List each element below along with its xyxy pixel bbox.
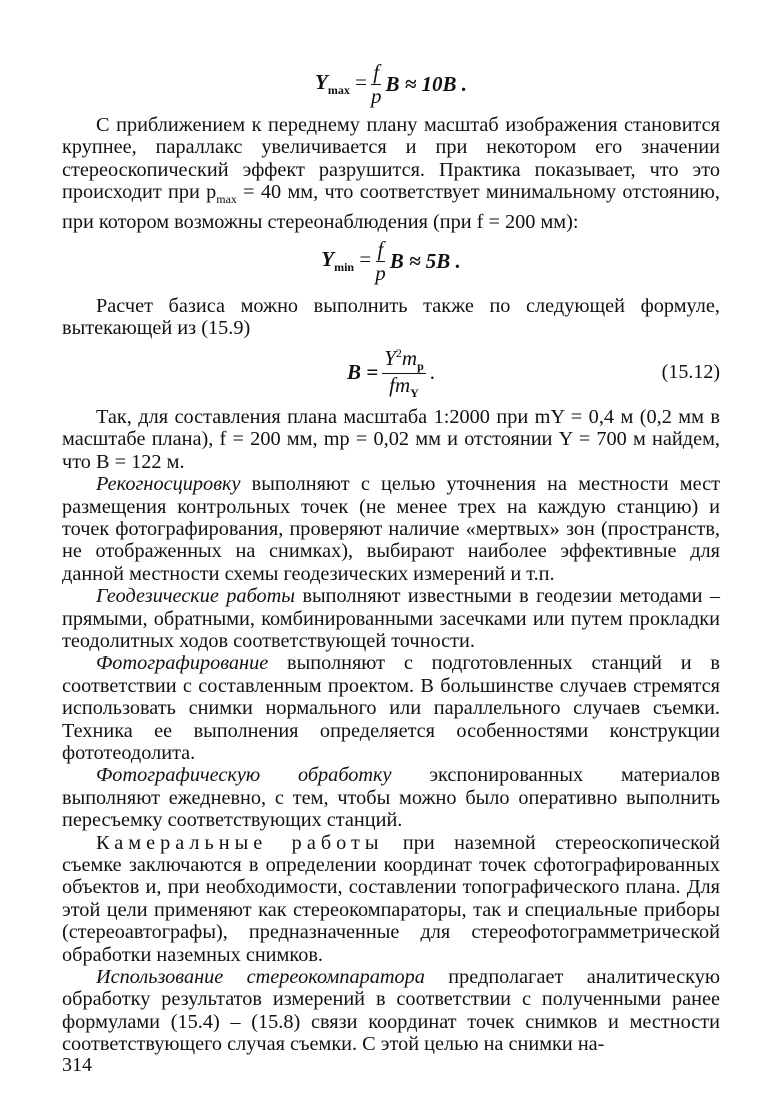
formula-ymin-num: f — [377, 236, 384, 261]
p7-lead: Фотографическую обработку — [96, 764, 392, 787]
p6-text: выполняют с подготовленных станций и в соответствии с составленным проектом. В большинстве случаев стремятся использовать снимки нормального или параллельного случаев съемки. Техника ее выполнения определяется особенностями конструкции фототеодолита. — [62, 652, 720, 764]
paragraph-8 — [62, 832, 720, 966]
p1-text: С приближением к переднему плану масштаб изображения становится крупнее, параллакс увеличивается и при некотором его значении стереоскопический эффект разрушится. Практика показывает, что это происходит при p — [62, 114, 720, 204]
p8-text: при наземной стереоскопической съемке заключаются в определении координат точек сфотографированных объектов и, при необходимости, составлении топографического плана. Для этой цели применяют как стереокомпараторы, так и специальные приборы (стереоавтографы), предназначенные для стереофотограмметрической обработки наземных снимков. — [62, 831, 720, 966]
p4-lead: Рекогносцировку — [96, 473, 241, 496]
formula-b-num-m: m — [401, 345, 418, 370]
p7-text: экспонированных материалов выполняют ежедневно, с тем, чтобы можно было оперативно выполнить пересъемку соответствующих станций. — [62, 764, 720, 832]
formula-ymin-den: p — [375, 260, 386, 285]
p6-lead: Фотографирование — [96, 652, 269, 675]
formula-ymax: $Y_{max}$ = $\frac{f}{p}$ B ≈ 10B . — [315, 59, 467, 108]
formula-ymax-den: p — [370, 83, 382, 108]
paragraph-2: Расчет базиса можно выполнить также по следующей формуле, вытекающей из (15.9) — [62, 295, 720, 340]
p9-text: предполагает аналитическую обработку результатов измерений в соответствии с полученными ранее формулами (15.4) – (15.8) связи координат точек снимков и местности соответствующего случая съемки. С этой целью на снимки на- — [62, 966, 720, 1056]
p9-lead: Использование стереокомпаратора — [96, 966, 425, 989]
paragraph-7 — [62, 764, 720, 831]
paragraph-1 — [62, 114, 720, 233]
p4-text: выполняют с целью уточнения на местности мест размещения контрольных точек (не менее трех на каждую станцию) и точек фотографирования, проверяют наличие «мертвых» зон (пространств, не отображенных на снимках), выбирают наиболее эффективные для данной местности схемы геодезических измерений и т.п. — [62, 473, 720, 585]
formula-b-den-sub: Y — [410, 385, 419, 400]
formula-b-left: B = — [346, 360, 379, 385]
formula-ymin-sub: min — [334, 260, 355, 275]
formula-ymax-num: f — [373, 59, 380, 84]
formula-ymax-sub: max — [327, 83, 350, 97]
paragraph-5 — [62, 585, 720, 652]
formula-b-num-sup: 2 — [395, 345, 402, 360]
formula-ymin-rest: B ≈ 5B . — [389, 248, 461, 273]
p8-lead: Камеральные работы — [96, 831, 384, 854]
paragraph-4 — [62, 473, 720, 585]
formula-ymin: $Y_{min}$ = $\frac{f}{p}$ B ≈ 5B . — [321, 236, 461, 285]
p1-sub: max — [216, 192, 237, 207]
p1-end: = 40 мм, что соответствует минимальному отстоянию, при котором возможны стереонаблюдения (при f = 200 мм): — [62, 181, 721, 233]
formula-b — [62, 340, 720, 406]
page-number: 314 — [62, 1054, 92, 1076]
paragraph-6 — [62, 652, 720, 764]
formula-b-num-sub: p — [417, 358, 424, 373]
formula-b-num-y: Y — [384, 345, 396, 370]
paragraph-9 — [62, 966, 720, 1056]
formula-ymax-left: Y — [315, 70, 328, 94]
formula-b-tail: . — [429, 360, 436, 385]
p5-text: выполняют известными в геодезии методами – прямыми, обратными, комбинированными засечками или путем прокладки теодолитных ходов соответствующей точности. — [62, 585, 720, 652]
formula-ymax-rest: B ≈ 10B . — [385, 71, 467, 96]
page-content — [62, 58, 720, 1056]
formula-b-den: fm — [389, 372, 411, 397]
equation-number: (15.12) — [661, 361, 720, 384]
paragraph-3: Так, для составления плана масштаба 1:2000 при mY = 0,4 м (0,2 мм в масштабе плана), f = 200 мм, mp = 0,02 мм и отстоянии Y = 700 м найдем, что B = 122 м. — [62, 405, 720, 473]
formula-ymin-left: Y — [321, 247, 335, 272]
p5-lead: Геодезические работы — [96, 585, 296, 608]
